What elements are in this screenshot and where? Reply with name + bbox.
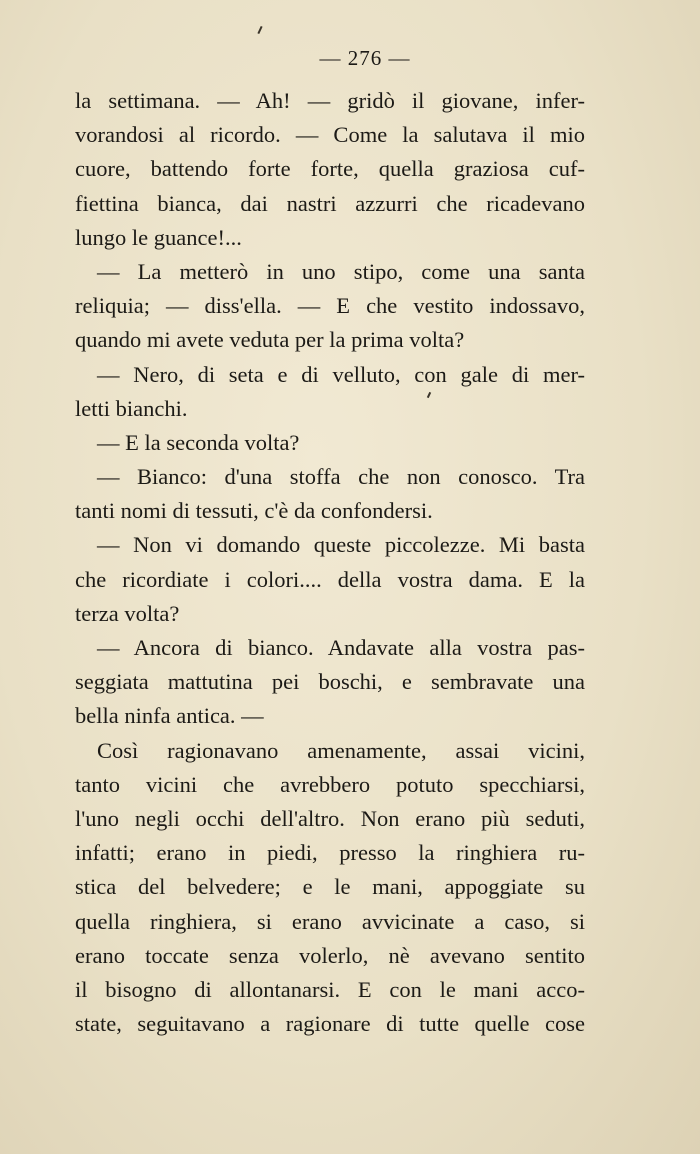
text-line: — Non vi domando queste piccolezze. Mi basta bbox=[97, 532, 585, 558]
text-line: — E la seconda volta? bbox=[97, 429, 300, 455]
text-line: lungo le guance!... bbox=[75, 224, 242, 250]
text-line: l'uno negli occhi dell'altro. Non erano più seduti, bbox=[75, 805, 585, 831]
text-line: seggiata mattutina pei boschi, e sembravate una bbox=[75, 669, 585, 695]
text-line: letti bianchi. bbox=[75, 395, 188, 421]
text-line: la settimana. — Ah! — gridò il giovane, infer- bbox=[75, 88, 585, 113]
text-line: Così ragionavano amenamente, assai vicini, bbox=[97, 737, 585, 763]
text-line: terza volta? bbox=[75, 600, 180, 626]
text-line: quando mi avete veduta per la prima volta? bbox=[75, 327, 465, 353]
ink-speck bbox=[257, 26, 262, 34]
text-line: tanto vicini che avrebbero potuto specchiarsi, bbox=[75, 771, 585, 797]
text-line: il bisogno di allontanarsi. E con le mani acco- bbox=[75, 976, 585, 1002]
text-line: reliquia; — diss'ella. — E che vestito indossavo, bbox=[75, 293, 585, 319]
text-line: che ricordiate i colori.... della vostra dama. E la bbox=[75, 566, 585, 592]
body-text bbox=[75, 84, 585, 1041]
text-line: fiettina bianca, dai nastri azzurri che ricadevano bbox=[75, 190, 585, 216]
page-number: — 276 — bbox=[319, 46, 411, 70]
text-line: state, seguitavano a ragionare di tutte quelle cose bbox=[75, 1011, 585, 1037]
text-line: cuore, battendo forte forte, quella graziosa cuf- bbox=[75, 156, 585, 182]
text-line: — Bianco: d'una stoffa che non conosco. Tra bbox=[97, 464, 585, 490]
text-line: tanti nomi di tessuti, c'è da confondersi. bbox=[75, 498, 433, 524]
text-line: — Nero, di seta e di velluto, con gale di mer- bbox=[97, 361, 585, 387]
text-line: erano toccate senza volerlo, nè avevano sentito bbox=[75, 942, 585, 968]
text-line: — La metterò in uno stipo, come una santa bbox=[97, 258, 585, 284]
text-line: — Ancora di bianco. Andavate alla vostra pas- bbox=[97, 635, 585, 660]
text-line: quella ringhiera, si erano avvicinate a caso, si bbox=[75, 908, 585, 934]
text-line: stica del belvedere; e le mani, appoggiate su bbox=[75, 874, 585, 900]
text-line: bella ninfa antica. — bbox=[75, 703, 264, 729]
text-line: infatti; erano in piedi, presso la ringhiera ru- bbox=[75, 840, 585, 866]
text-line: vorandosi al ricordo. — Come la salutava il mio bbox=[75, 122, 585, 148]
